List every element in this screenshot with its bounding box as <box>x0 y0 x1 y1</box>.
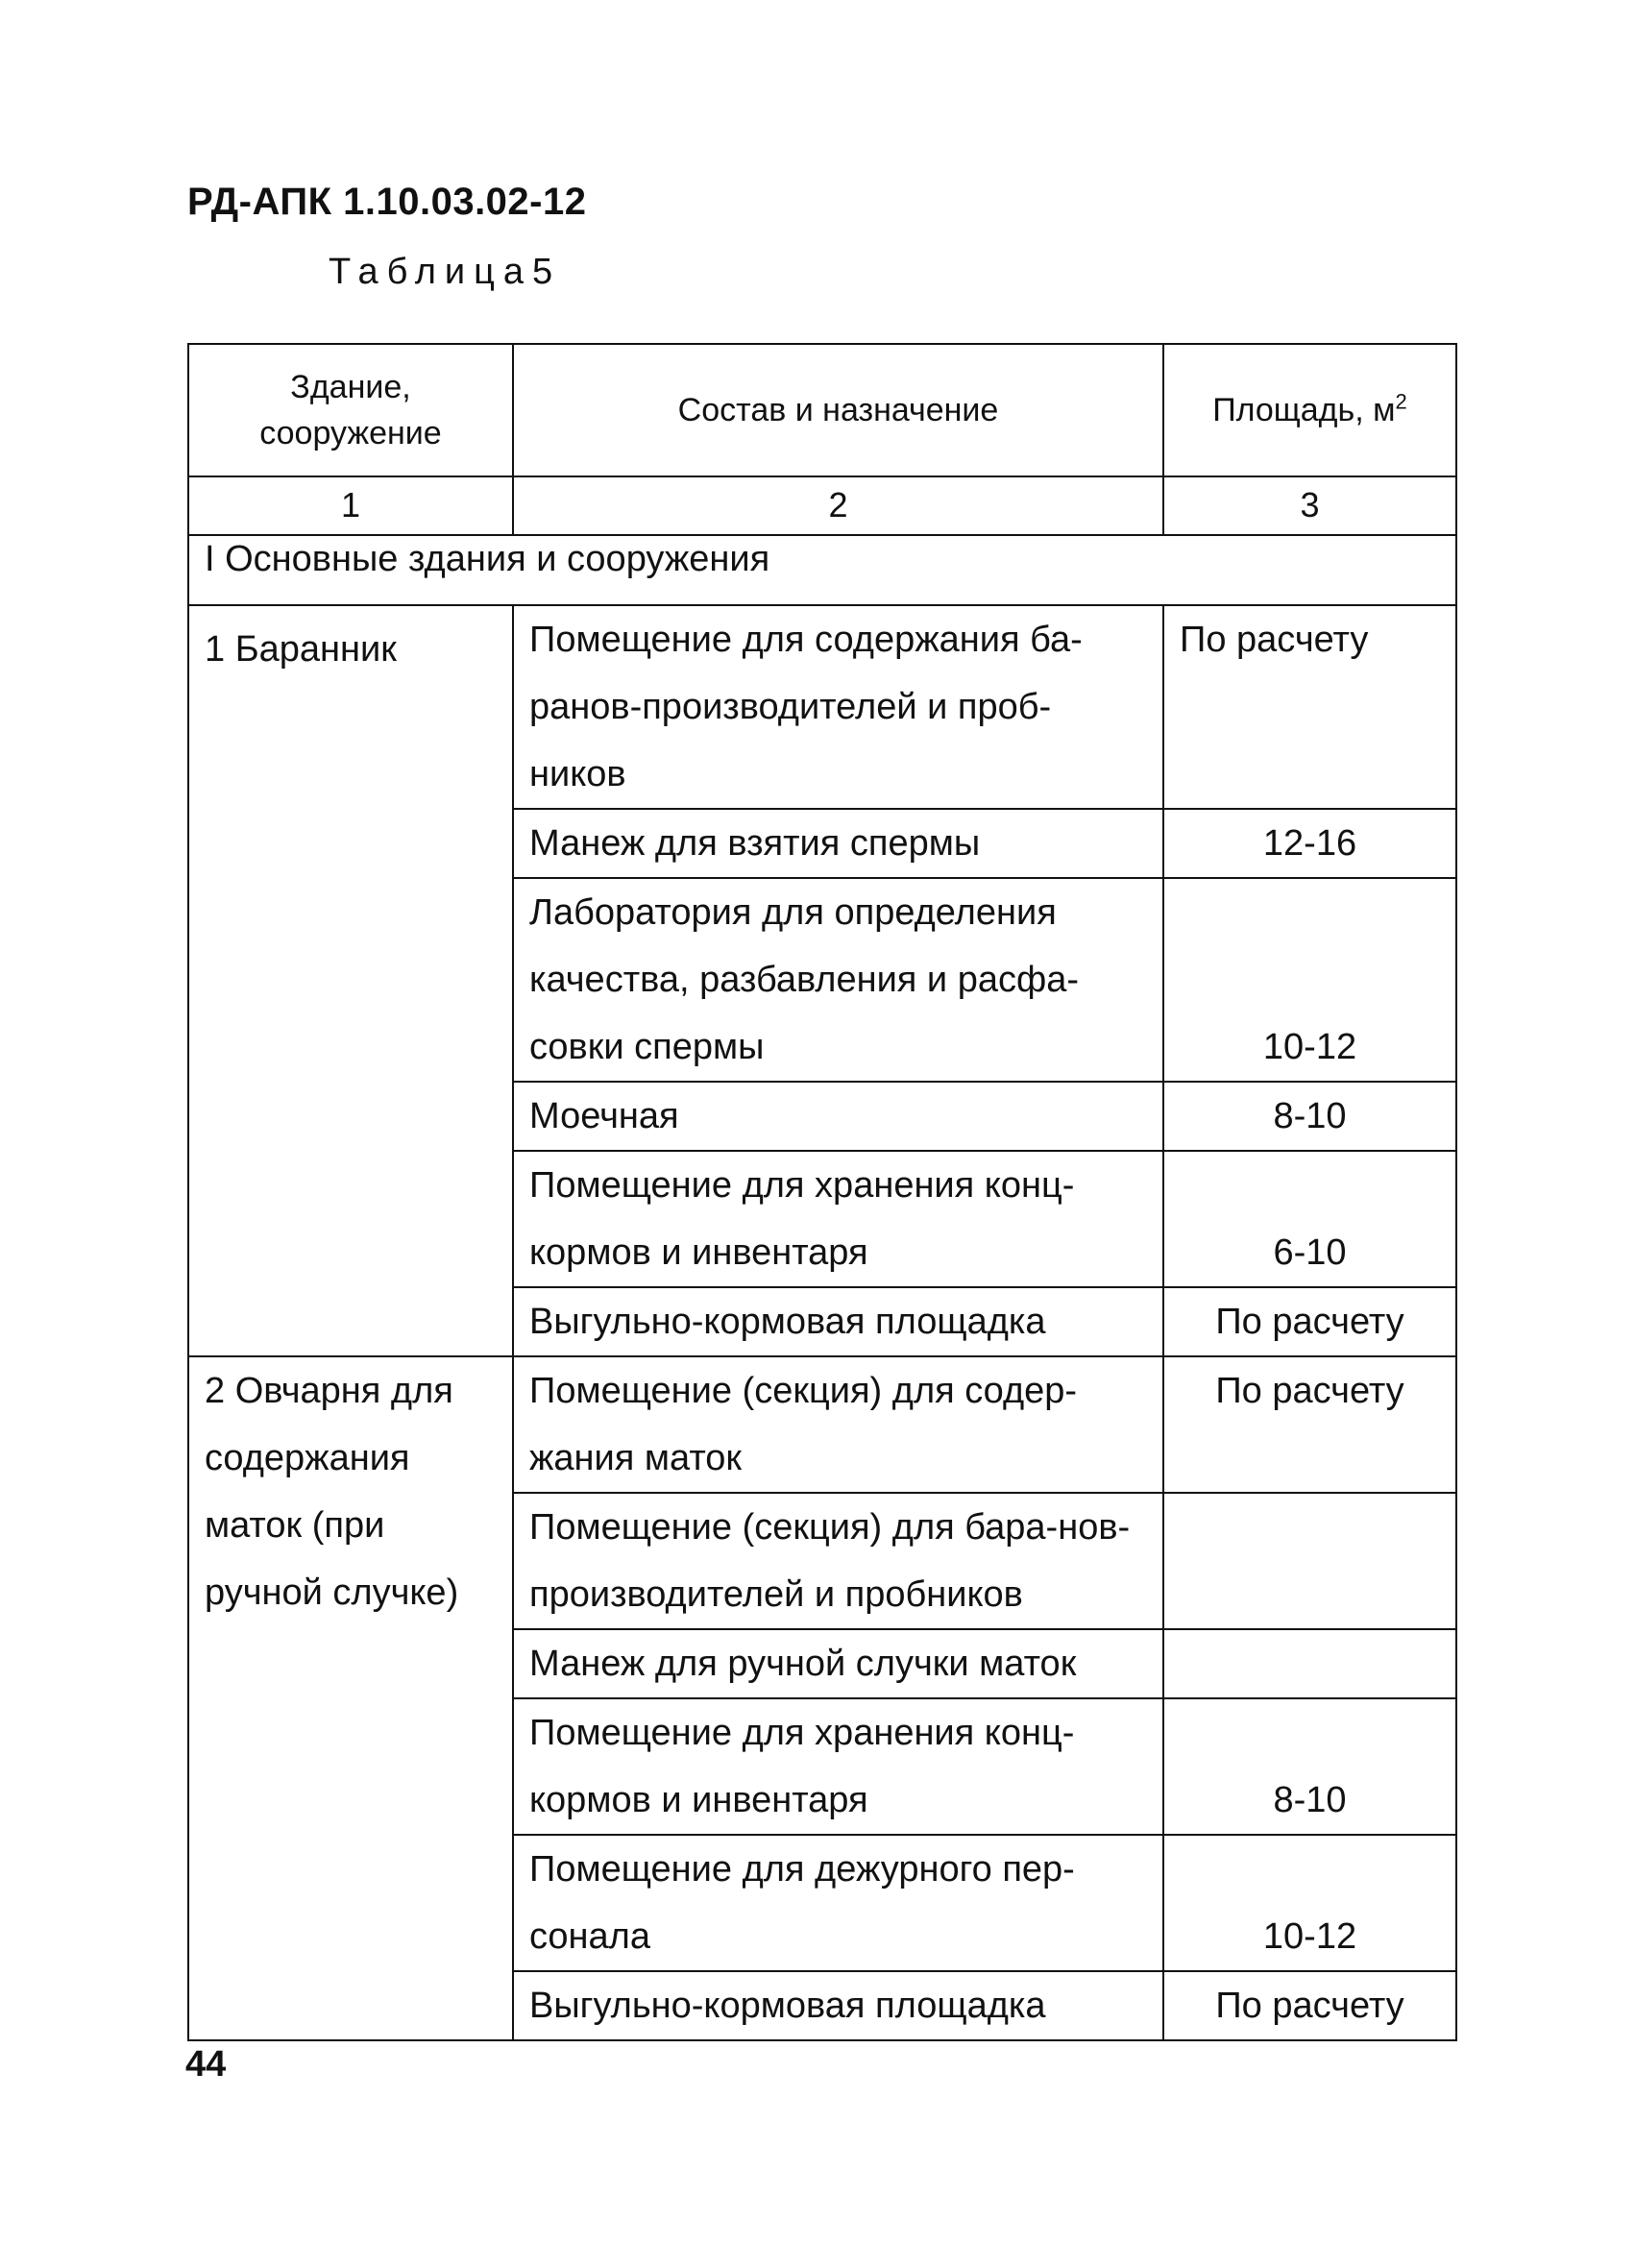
area-cell: По расчету <box>1163 1287 1456 1356</box>
purpose-cell: Моечная <box>513 1082 1163 1151</box>
area-cell <box>1163 1493 1456 1629</box>
table-row <box>188 1356 1456 1493</box>
column-number: 2 <box>513 476 1163 535</box>
header-purpose: Состав и назначение <box>513 344 1163 476</box>
table-row <box>188 605 1456 809</box>
page-number: 44 <box>185 2044 227 2085</box>
area-cell: 10-12 <box>1163 1835 1456 1971</box>
purpose-cell: Манеж для взятия спермы <box>513 809 1163 878</box>
area-cell <box>1163 1629 1456 1698</box>
building-cell: 2 Овчарня для содержания маток (при ручной случке) <box>188 1356 513 2040</box>
purpose-cell: Манеж для ручной случки маток <box>513 1629 1163 1698</box>
area-cell: 8-10 <box>1163 1698 1456 1835</box>
purpose-cell: Помещение (секция) для содер-жания маток <box>513 1356 1163 1493</box>
area-cell: По расчету <box>1163 1356 1456 1493</box>
header-area <box>1163 344 1456 476</box>
area-cell: 10-12 <box>1163 878 1456 1082</box>
purpose-cell: Помещение для хранения конц-кормов и инвентаря <box>513 1151 1163 1287</box>
header-building-line2: сооружение <box>259 415 442 451</box>
section-row <box>188 535 1456 605</box>
purpose-cell: Помещение (секция) для бара-нов-производителей и пробников <box>513 1493 1163 1629</box>
purpose-cell: Выгульно-кормовая площадка <box>513 1971 1163 2040</box>
section-title: I Основные здания и сооружения <box>188 535 1456 605</box>
purpose-cell: Помещение для дежурного пер-сонала <box>513 1835 1163 1971</box>
area-cell: По расчету <box>1163 1971 1456 2040</box>
rooms-table <box>187 343 1457 2041</box>
column-number: 1 <box>188 476 513 535</box>
purpose-cell: Помещение для хранения конц-кормов и инвентаря <box>513 1698 1163 1835</box>
purpose-cell: Выгульно-кормовая площадка <box>513 1287 1163 1356</box>
area-cell: 6-10 <box>1163 1151 1456 1287</box>
header-building <box>188 344 513 476</box>
area-cell: По расчету <box>1163 605 1456 809</box>
header-building-line1: Здание, <box>290 369 411 405</box>
header-area-superscript: 2 <box>1395 389 1407 414</box>
column-number-row <box>188 476 1456 535</box>
purpose-cell: Лаборатория для определения качества, разбавления и расфа-совки спермы <box>513 878 1163 1082</box>
table-caption: Таблица5 <box>329 252 562 292</box>
area-cell: 12-16 <box>1163 809 1456 878</box>
column-number: 3 <box>1163 476 1456 535</box>
area-cell: 8-10 <box>1163 1082 1456 1151</box>
document-code: РД-АПК 1.10.03.02-12 <box>187 181 587 223</box>
header-area-label: Площадь, м <box>1212 392 1396 428</box>
purpose-cell: Помещение для содержания ба-ранов-производителей и проб-ников <box>513 605 1163 809</box>
table-header-row <box>188 344 1456 476</box>
building-cell: 1 Баранник <box>188 605 513 1356</box>
